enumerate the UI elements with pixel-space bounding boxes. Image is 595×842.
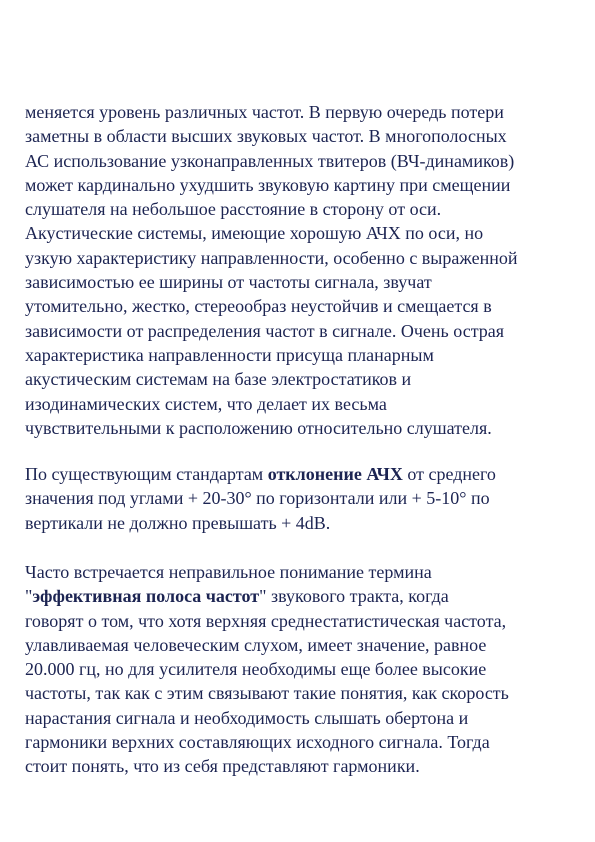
paragraph-frequency-band: [25, 560, 575, 779]
text-line: узкую характеристику направленности, особенно с выраженной: [25, 247, 518, 268]
text-line: характеристика направленности присуща планарным: [25, 344, 434, 365]
text-line: вертикали не должно превышать + 4dB.: [25, 512, 331, 533]
text-line: слушателя на небольшое расстояние в сторону от оси.: [25, 199, 442, 220]
text-line: меняется уровень различных частот. В первую очередь потери: [25, 102, 504, 122]
text-line: акустическим системам на базе электростатиков и: [25, 369, 412, 390]
text-line: может кардинально ухудшить звуковую картину при смещении: [25, 174, 511, 195]
text-line: частоты, так как с этим связывают такие понятия, как скорость: [25, 683, 509, 704]
text-line: 20.000 гц, но для усилителя необходимы еще более высокие: [25, 659, 487, 680]
text-line: заметны в области высших звуковых частот. В многополосных: [25, 126, 507, 147]
text-line: нарастания сигнала и необходимость слышать обертона и: [25, 707, 469, 728]
bold-term: отклонение АЧХ: [267, 464, 403, 484]
text-line: стоит понять, что из себя представляют гармоники.: [25, 756, 420, 777]
text-line: зависимостью ее ширины от частоты сигнала, звучат: [25, 272, 432, 293]
paragraph-standards: [25, 462, 575, 535]
text-line: [25, 462, 575, 486]
text-line: [25, 584, 575, 608]
text-run: По существующим стандартам: [25, 464, 268, 484]
text-line: АС использование узконаправленных твитеров (ВЧ-динамиков): [25, 150, 515, 171]
text-line: изодинамических систем, что делает их весьма: [25, 393, 387, 414]
text-line: говорят о том, что хотя верхняя среднестатистическая частота,: [25, 610, 507, 631]
text-run: ": [25, 586, 33, 607]
text-line: Часто встречается неправильное понимание термина: [25, 562, 432, 582]
text-line: улавливаемая человеческим слухом, имеет значение, равное: [25, 634, 487, 655]
text-line: утомительно, жестко, стереообраз неустойчив и смещается в: [25, 296, 492, 317]
text-line: зависимости от распределения частот в сигнале. Очень острая: [25, 320, 505, 341]
text-line: значения под углами + 20-30° по горизонтали или + 5-10° по: [25, 488, 490, 509]
paragraph-directivity: [25, 100, 575, 440]
text-line: Акустические системы, имеющие хорошую АЧХ по оси, но: [25, 223, 484, 244]
text-run: от среднего: [402, 464, 496, 484]
text-line: чувствительными к расположению относительно слушателя.: [25, 417, 492, 438]
text-line: гармоники верхних составляющих исходного сигнала. Тогда: [25, 732, 490, 753]
bold-term: эффективная полоса частот: [32, 586, 260, 607]
text-run: " звукового тракта, когда: [259, 586, 449, 607]
